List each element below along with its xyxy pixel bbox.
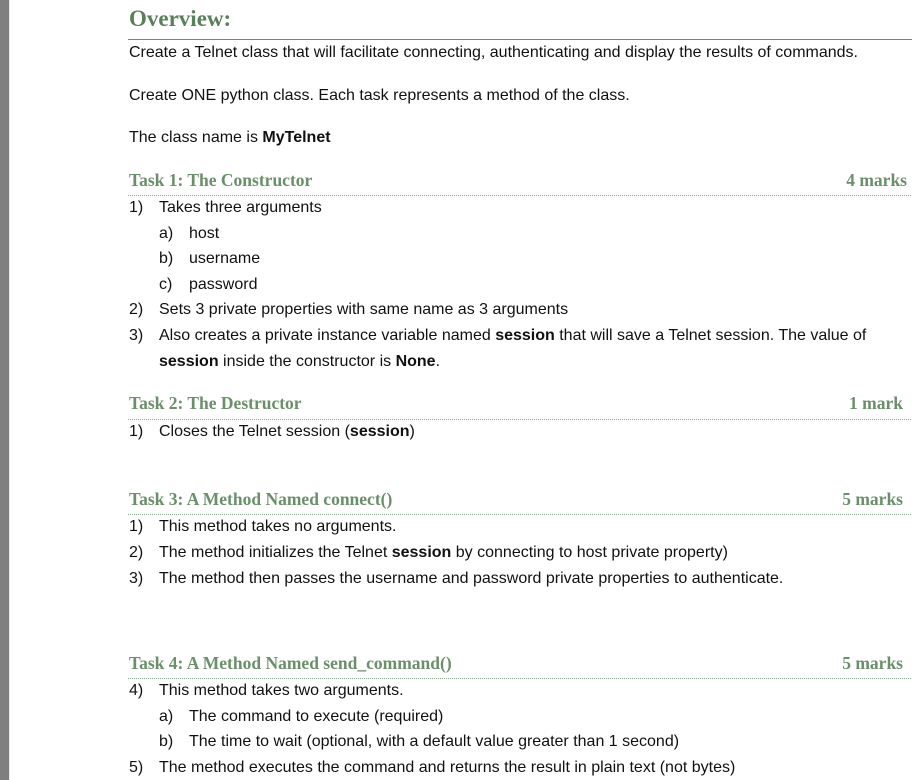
task1-item-1: 1) Takes three arguments <box>129 199 322 216</box>
task2-rule <box>128 419 912 420</box>
task3-item-3: 3) The method then passes the username and password private properties to authenticate. <box>129 570 784 587</box>
task4-marks: 5 marks <box>842 653 903 673</box>
class-name: MyTelnet <box>262 129 331 146</box>
task2-marks: 1 mark <box>849 393 903 413</box>
task4-heading: Task 4: A Method Named send_command() <box>129 653 452 673</box>
task4-rule <box>128 678 912 679</box>
task3-marks: 5 marks <box>842 489 903 509</box>
task4-item-4b: b) The time to wait (optional, with a default value greater than 1 second) <box>159 733 680 750</box>
task3-item-1: 1) This method takes no arguments. <box>129 518 397 535</box>
task1-item-2: 2) Sets 3 private properties with same name as 3 arguments <box>129 301 569 318</box>
overview-rule <box>128 39 912 40</box>
task4-item-5: 5) The method executes the command and returns the result in plain text (not bytes) <box>129 759 736 776</box>
task1-rule <box>128 195 912 196</box>
task2-heading: Task 2: The Destructor <box>129 393 302 413</box>
viewer-sidebar <box>0 0 9 780</box>
overview-paragraph-2: Create ONE python class. Each task represents a method of the class. <box>129 87 630 104</box>
task1-item-1c: c) password <box>159 276 258 293</box>
task1-heading: Task 1: The Constructor <box>129 170 313 190</box>
overview-heading: Overview: <box>129 6 232 31</box>
document-page <box>9 0 912 780</box>
task1-item-3: 3) Also creates a private instance variable named session that will save a Telnet session. The value of <box>129 327 867 344</box>
task3-rule <box>128 514 912 515</box>
overview-paragraph-1: Create a Telnet class that will facilitate connecting, authenticating and display the results of commands. <box>129 44 858 61</box>
task3-heading: Task 3: A Method Named connect() <box>129 489 393 509</box>
task1-item-1b: b) username <box>159 250 261 267</box>
task4-item-4a: a) The command to execute (required) <box>159 708 444 725</box>
task1-item-1a: a) host <box>159 225 220 242</box>
task2-item-1: 1) Closes the Telnet session (session) <box>129 423 415 440</box>
overview-paragraph-3: The class name is MyTelnet <box>129 129 331 146</box>
task4-item-4: 4) This method takes two arguments. <box>129 682 404 699</box>
task1-marks: 4 marks <box>846 170 907 190</box>
task1-item-3-continued: session inside the constructor is None. <box>159 353 441 370</box>
task3-item-2: 2) The method initializes the Telnet session by connecting to host private property) <box>129 544 728 561</box>
